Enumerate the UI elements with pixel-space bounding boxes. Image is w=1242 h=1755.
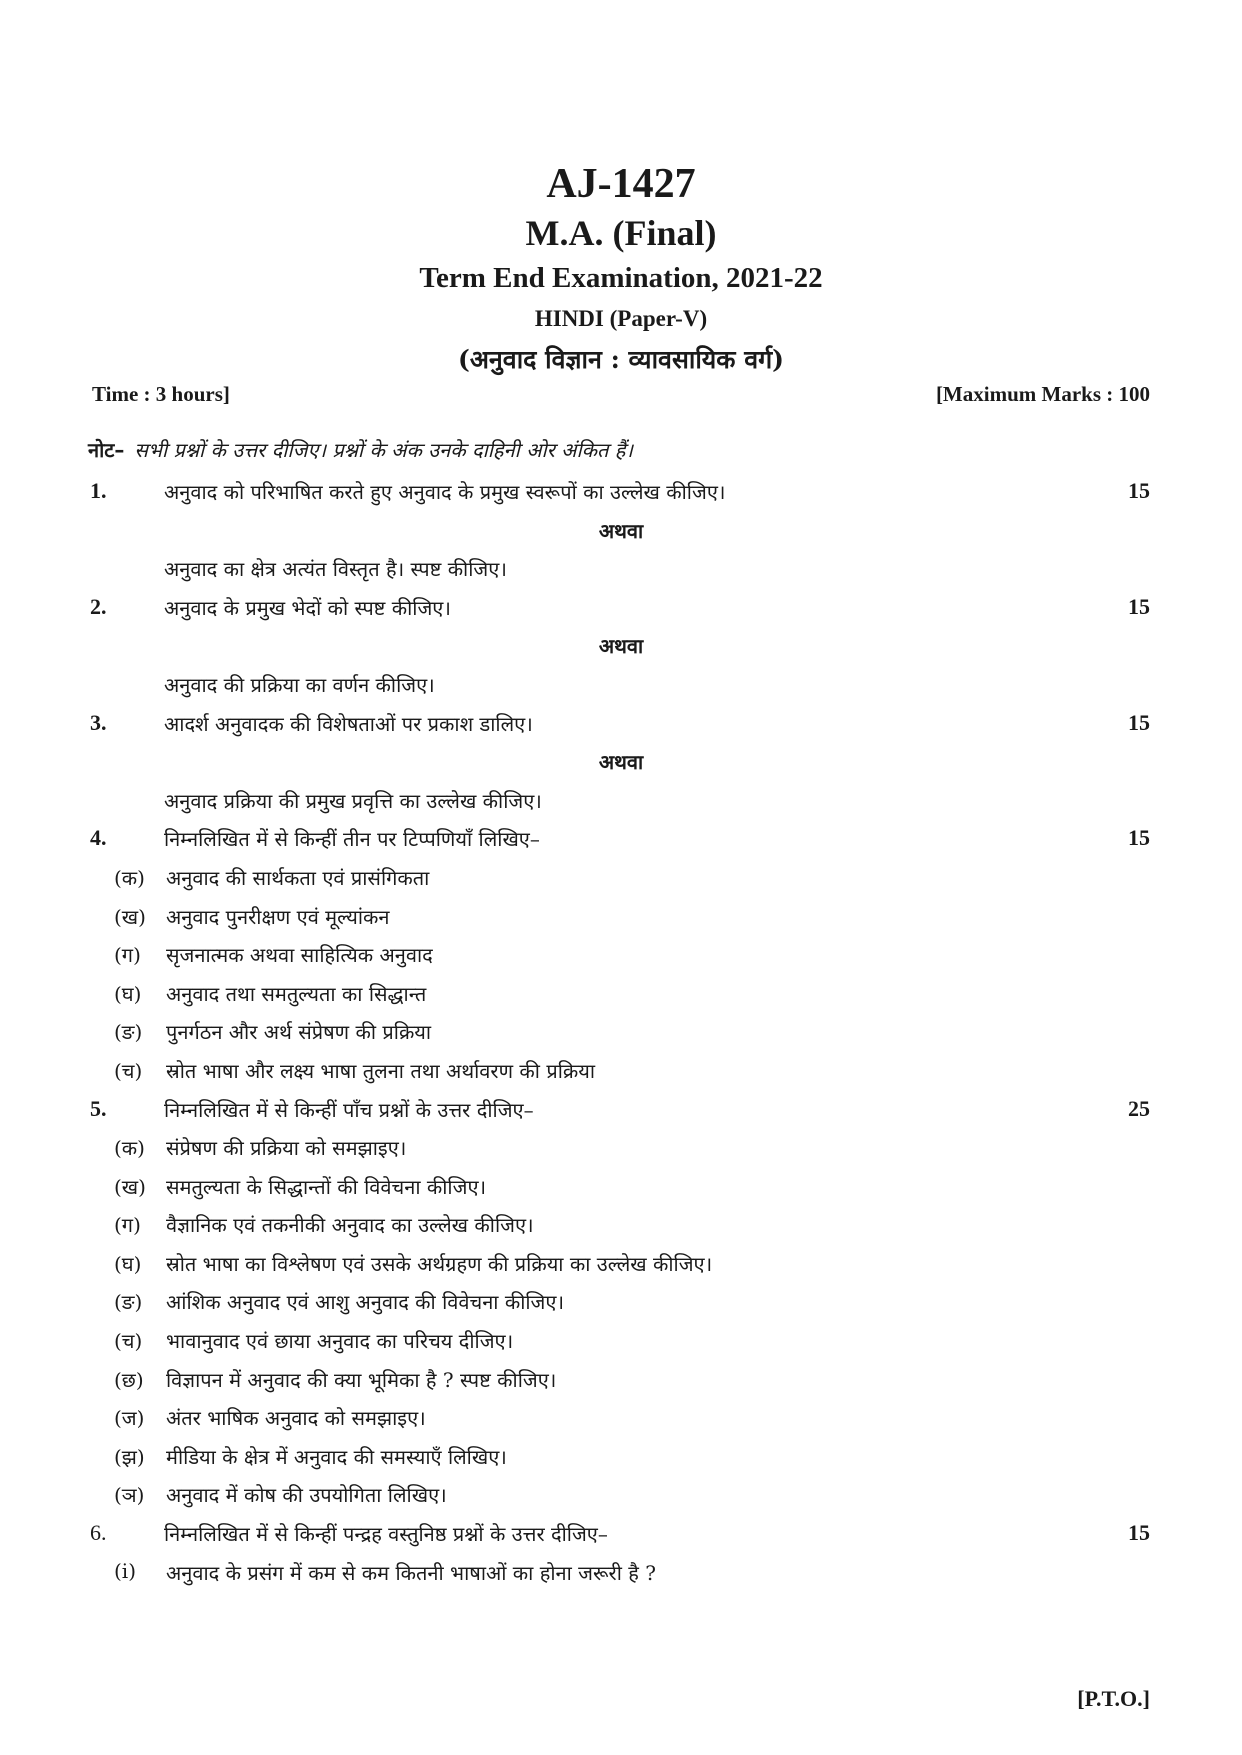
sub-question-text: वैज्ञानिक एवं तकनीकी अनुवाद का उल्लेख कीजिए। — [166, 1213, 534, 1238]
sub-question-text: अनुवाद की सार्थकता एवं प्रासंगिकता — [166, 865, 430, 890]
question-number: 5. — [90, 1095, 107, 1121]
question-marks: 15 — [1128, 1520, 1150, 1546]
sub-question — [0, 1360, 1242, 1399]
pto-marker: [P.T.O.] — [1077, 1686, 1150, 1711]
sub-question — [0, 1553, 1242, 1592]
paper-code: AJ-1427 — [546, 161, 696, 207]
sub-question — [0, 935, 1242, 974]
sub-question-text: अंतर भाषिक अनुवाद को समझाइए। — [166, 1406, 426, 1431]
sub-question-text: अनुवाद तथा समतुल्यता का सिद्धान्त — [166, 981, 427, 1006]
alternate-question — [0, 549, 1242, 588]
question — [0, 819, 1242, 858]
sub-question — [0, 1475, 1242, 1514]
sub-question-label: (च) — [114, 1058, 143, 1083]
time-allowed: Time : 3 hours] — [92, 382, 230, 406]
question-marks: 25 — [1128, 1095, 1150, 1121]
paper-title: HINDI (Paper-V) — [534, 306, 708, 331]
sub-question-text: भावानुवाद एवं छाया अनुवाद का परिचय दीजिए। — [166, 1329, 514, 1354]
question — [0, 1514, 1242, 1553]
question-list — [0, 472, 1242, 1591]
question-text: निम्नलिखित में से किन्हीं पाँच प्रश्नों के उत्तर दीजिए– — [164, 1097, 534, 1122]
question-number: 2. — [90, 593, 107, 619]
sub-question-label: (घ) — [114, 1251, 142, 1276]
question-text: अनुवाद के प्रमुख भेदों को स्पष्ट कीजिए। — [164, 595, 451, 620]
question — [0, 472, 1242, 511]
sub-question — [0, 1167, 1242, 1206]
question-text: अनुवाद को परिभाषित करते हुए अनुवाद के प्रमुख स्वरूपों का उल्लेख कीजिए। — [164, 480, 726, 504]
sub-question-label: (i) — [114, 1558, 137, 1583]
alternate-question — [0, 781, 1242, 820]
sub-question-text: विज्ञापन में अनुवाद की क्या भूमिका है ? स्पष्ट कीजिए। — [166, 1367, 557, 1392]
sub-question-text: समतुल्यता के सिद्धान्तों की विवेचना कीजिए। — [166, 1174, 487, 1199]
note-label: नोट– — [88, 438, 125, 462]
sub-question-label: (ङ) — [114, 1290, 143, 1315]
sub-question — [0, 974, 1242, 1013]
sub-question-text: स्रोत भाषा और लक्ष्य भाषा तुलना तथा अर्थावरण की प्रक्रिया — [166, 1058, 596, 1083]
sub-question-text: पुनर्गठन और अर्थ संप्रेषण की प्रक्रिया — [166, 1020, 432, 1045]
or-label: अथवा — [598, 518, 644, 543]
note-text: सभी प्रश्नों के उत्तर दीजिए। प्रश्नों के अंक उनके दाहिनी ओर अंकित हैं। — [134, 438, 633, 462]
question-number: 4. — [90, 825, 107, 851]
subject-title: (अनुवाद विज्ञान : व्यावसायिक वर्ग) — [457, 345, 785, 374]
sub-question-label: (ग) — [114, 1213, 141, 1238]
sub-question-label: (ख) — [114, 1174, 146, 1199]
question-text: निम्नलिखित में से किन्हीं पन्द्रह वस्तुनिष्ठ प्रश्नों के उत्तर दीजिए– — [164, 1522, 608, 1547]
question-number: 6. — [90, 1520, 107, 1546]
sub-question — [0, 1051, 1242, 1090]
sub-question — [0, 1437, 1242, 1476]
alternate-question — [0, 665, 1242, 704]
sub-question — [0, 1012, 1242, 1051]
sub-question-text: अनुवाद के प्रसंग में कम से कम कितनी भाषाओं का होना जरूरी है ? — [166, 1560, 656, 1585]
question-text: आदर्श अनुवादक की विशेषताओं पर प्रकाश डालिए। — [164, 711, 533, 736]
exam-title: Term End Examination, 2021-22 — [419, 262, 823, 294]
question-number: 1. — [90, 478, 107, 503]
question-text: अनुवाद का क्षेत्र अत्यंत विस्तृत है। स्पष्ट कीजिए। — [164, 557, 507, 582]
question-text: निम्नलिखित में से किन्हीं तीन पर टिप्पणियाँ लिखिए– — [164, 827, 540, 852]
question — [0, 588, 1242, 627]
question-marks: 15 — [1128, 709, 1150, 735]
sub-question-label: (घ) — [114, 981, 142, 1006]
or-label: अथवा — [598, 750, 644, 775]
question — [0, 1090, 1242, 1129]
or-separator — [0, 511, 1242, 550]
sub-question-label: (ङ) — [114, 1020, 143, 1045]
sub-question-label: (ज) — [114, 1406, 145, 1431]
question-text: अनुवाद प्रक्रिया की प्रमुख प्रवृत्ति का उल्लेख कीजिए। — [164, 788, 542, 813]
or-separator — [0, 742, 1242, 781]
degree-title: M.A. (Final) — [525, 213, 717, 253]
sub-question-label: (छ) — [114, 1367, 144, 1392]
sub-question — [0, 1282, 1242, 1321]
sub-question-label: (झ) — [114, 1444, 145, 1469]
sub-question-text: मीडिया के क्षेत्र में अनुवाद की समस्याएँ लिखिए। — [166, 1444, 507, 1469]
sub-question-label: (ग) — [114, 943, 141, 968]
sub-question-label: (क) — [114, 865, 145, 890]
question-text: अनुवाद की प्रक्रिया का वर्णन कीजिए। — [164, 672, 435, 697]
sub-question-text: संप्रेषण की प्रक्रिया को समझाइए। — [166, 1136, 407, 1161]
sub-question — [0, 1205, 1242, 1244]
question-marks: 15 — [1128, 825, 1150, 851]
sub-question — [0, 897, 1242, 936]
sub-question-text: अनुवाद में कोष की उपयोगिता लिखिए। — [166, 1483, 447, 1508]
question — [0, 704, 1242, 743]
sub-question — [0, 858, 1242, 897]
sub-question-text: अनुवाद पुनरीक्षण एवं मूल्यांकन — [166, 904, 390, 929]
instructions-note — [88, 436, 633, 463]
sub-question-text: स्रोत भाषा का विश्लेषण एवं उसके अर्थग्रहण की प्रक्रिया का उल्लेख कीजिए। — [166, 1251, 713, 1276]
sub-question-text: आंशिक अनुवाद एवं आशु अनुवाद की विवेचना कीजिए। — [166, 1290, 565, 1315]
sub-question — [0, 1244, 1242, 1283]
sub-question — [0, 1398, 1242, 1437]
maximum-marks: [Maximum Marks : 100 — [935, 382, 1150, 406]
or-separator — [0, 626, 1242, 665]
sub-question — [0, 1321, 1242, 1360]
question-marks: 15 — [1128, 478, 1150, 503]
sub-question — [0, 1128, 1242, 1167]
sub-question-label: (ञ) — [114, 1483, 145, 1508]
sub-question-text: सृजनात्मक अथवा साहित्यिक अनुवाद — [166, 943, 433, 968]
sub-question-label: (क) — [114, 1136, 145, 1161]
sub-question-label: (ख) — [114, 904, 146, 929]
or-label: अथवा — [598, 634, 644, 659]
sub-question-label: (च) — [114, 1329, 143, 1354]
question-marks: 15 — [1128, 593, 1150, 619]
question-number: 3. — [90, 709, 107, 735]
